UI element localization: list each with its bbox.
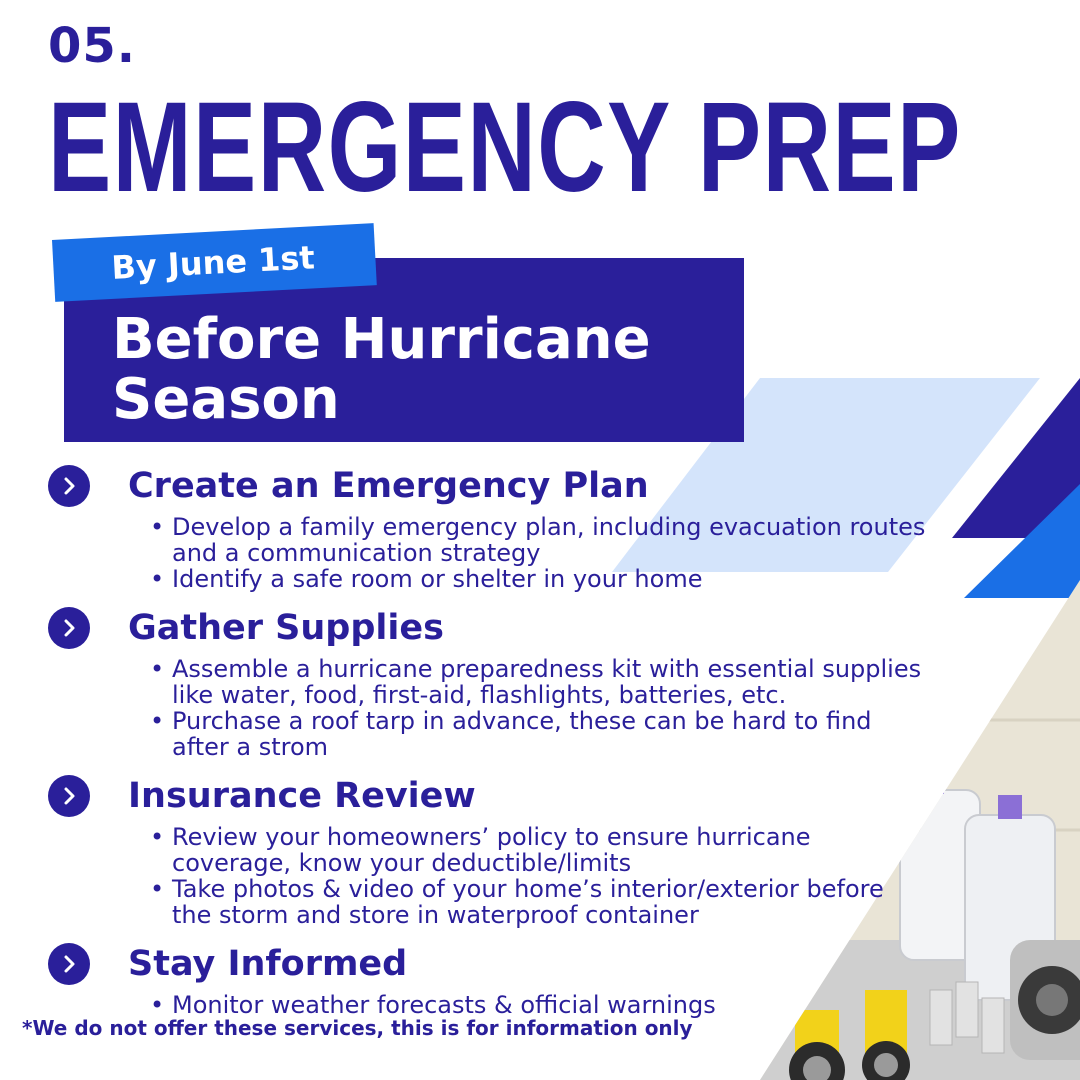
footnote: *We do not offer these services, this is for information only	[22, 1016, 693, 1040]
header-title: Before Hurricane Season	[112, 307, 651, 432]
section-insurance-review	[48, 772, 928, 928]
list-item: • Develop a family emergency plan, including evacuation routes and a communication strategy	[150, 514, 928, 566]
checklist	[48, 462, 928, 1030]
section-stay-informed	[48, 940, 928, 1018]
chevron-right-circle-icon	[48, 943, 90, 985]
section-title: Insurance Review	[128, 776, 476, 816]
page-title: EMERGENCY PREP	[48, 76, 962, 219]
chevron-right-circle-icon	[48, 607, 90, 649]
list-item: • Purchase a roof tarp in advance, these can be hard to find after a strom	[150, 708, 928, 760]
section-title: Stay Informed	[128, 944, 408, 984]
list-item: • Assemble a hurricane preparedness kit with essential supplies like water, food, first-aid, flashlights, batteries, etc.	[150, 656, 928, 708]
date-tag-label: By June 1st	[110, 238, 316, 287]
section-title: Create an Emergency Plan	[128, 466, 649, 506]
section-gather-supplies	[48, 604, 928, 760]
list-item: • Review your homeowners’ policy to ensure hurricane coverage, know your deductible/limits	[150, 824, 928, 876]
list-item: • Take photos & video of your home’s interior/exterior before the storm and store in waterproof container	[150, 876, 928, 928]
chevron-right-circle-icon	[48, 775, 90, 817]
section-number: 05.	[48, 18, 137, 74]
chevron-right-circle-icon	[48, 465, 90, 507]
section-emergency-plan	[48, 462, 928, 592]
list-item: • Monitor weather forecasts & official warnings	[150, 992, 928, 1018]
list-item: • Identify a safe room or shelter in your home	[150, 566, 928, 592]
radio-speaker	[1010, 940, 1080, 1060]
section-title: Gather Supplies	[128, 608, 444, 648]
